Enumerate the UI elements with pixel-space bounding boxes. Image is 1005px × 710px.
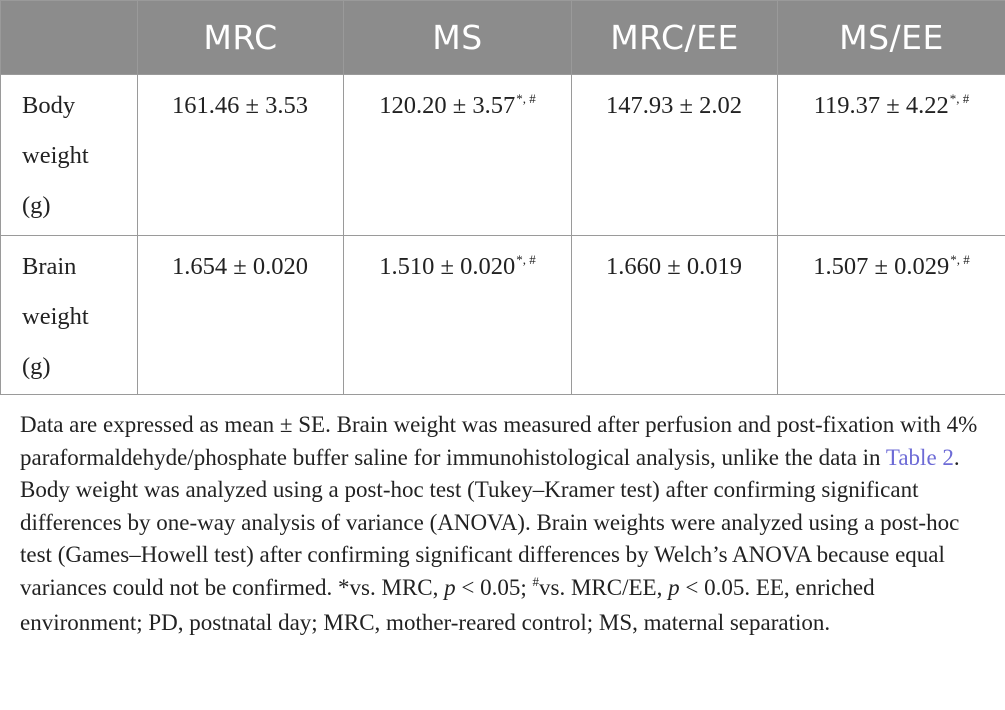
- footnote-marker: #: [532, 573, 540, 589]
- cell-value: 147.93 ± 2.02: [606, 92, 742, 119]
- row-label-line: Body: [22, 92, 76, 119]
- p-symbol: p: [668, 574, 680, 600]
- footnote-text: *vs. MRC,: [338, 574, 445, 600]
- row-label-line: (g): [22, 192, 51, 219]
- table-cell: [778, 75, 1005, 236]
- table-cell: [572, 236, 778, 395]
- cell-value: 1.510 ± 0.020: [379, 253, 516, 280]
- table-cell: [138, 75, 344, 236]
- header-cell-ms-ee: MS/EE: [778, 1, 1005, 75]
- header-cell-mrc: MRC: [138, 1, 344, 75]
- header-row: [1, 1, 1005, 75]
- cell-value: 1.507 ± 0.029: [813, 253, 950, 280]
- significance-marker: *, #: [516, 252, 536, 267]
- cell-value: 120.20 ± 3.57: [379, 92, 516, 119]
- footnote-text: < 0.05. EE, enriched environment; PD, postnatal day; MRC, mother-reared control; MS, maternal separation.: [20, 574, 875, 635]
- row-label-brain-weight: [1, 236, 138, 395]
- footnote-text: < 0.05;: [455, 574, 533, 600]
- caption-paragraph: [20, 409, 995, 640]
- cell-value: 1.654 ± 0.020: [172, 253, 308, 280]
- cell-value: 119.37 ± 4.22: [813, 92, 949, 119]
- row-label-line: weight: [22, 142, 89, 169]
- caption-text: . Body weight was analyzed using a post-hoc test (Tukey–Kramer test) after confirming significant differences by one-way analysis of variance (ANOVA). Brain weights were analyzed using a post-hoc test (Games–Howell test) after confirming significant differences by Welch’s ANOVA because equal variances could not be confirmed.: [20, 444, 960, 600]
- header-cell-mrc-ee: MRC/EE: [572, 1, 778, 75]
- significance-marker: *, #: [516, 91, 536, 106]
- table-cell: [572, 75, 778, 236]
- table-caption: [20, 409, 995, 640]
- table-row-brain-weight: [1, 236, 1005, 395]
- cell-value: 1.660 ± 0.019: [606, 253, 742, 280]
- table-2-link[interactable]: Table 2: [885, 444, 954, 470]
- p-symbol: p: [444, 574, 456, 600]
- header-cell-empty: [1, 1, 138, 75]
- header-cell-ms: MS: [344, 1, 572, 75]
- significance-marker: *, #: [949, 91, 970, 106]
- caption-text: Data are expressed as mean ± SE. Brain weight was measured after perfusion and post-fixation with 4% paraformaldehyde/phosphate buffer saline for immunohistological analysis, unlike the data in: [20, 412, 978, 470]
- table-cell: [344, 75, 572, 236]
- table-cell: [778, 236, 1005, 395]
- significance-marker: *, #: [950, 252, 970, 267]
- cell-value: 161.46 ± 3.53: [172, 92, 308, 119]
- table-cell: [344, 236, 572, 395]
- row-label-line: (g): [22, 353, 51, 380]
- row-label-line: weight: [22, 303, 89, 330]
- row-label-line: Brain: [22, 253, 77, 280]
- table-cell: [138, 236, 344, 395]
- row-label-body-weight: [1, 75, 138, 236]
- table-row-body-weight: [1, 75, 1005, 236]
- footnote-text: vs. MRC/EE,: [539, 574, 669, 600]
